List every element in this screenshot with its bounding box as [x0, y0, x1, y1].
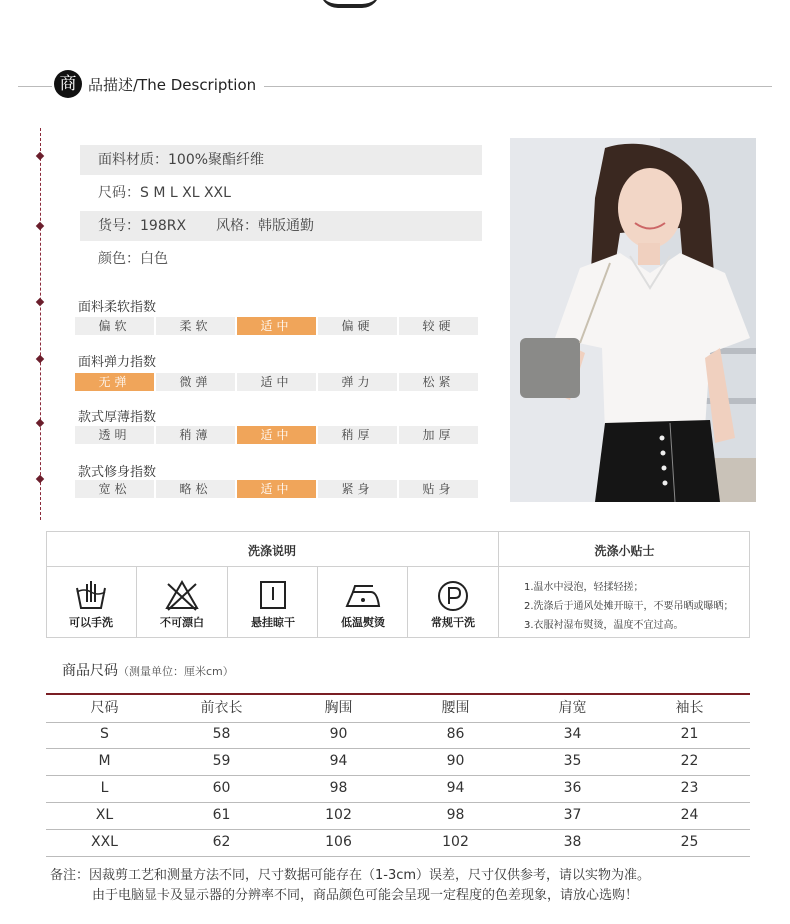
- care-tips-title: 洗涤小贴士: [594, 544, 655, 558]
- table-cell: 24: [680, 807, 699, 823]
- care-item: [318, 566, 408, 638]
- table-cell: 21: [680, 726, 699, 742]
- scale-option: 松紧: [399, 373, 478, 391]
- product-photo: [510, 138, 756, 502]
- timeline-dot: [36, 222, 44, 230]
- table-cell: M: [98, 753, 111, 769]
- style-value: 风格：韩版通勤: [216, 218, 315, 234]
- hand-wash-icon: [73, 578, 109, 614]
- table-cell: 62: [212, 834, 231, 850]
- care-item: [408, 566, 498, 638]
- header-rule-right: [264, 86, 772, 87]
- timeline-dot: [36, 355, 44, 363]
- table-cell: 98: [329, 780, 348, 796]
- scale-option: 适中: [237, 426, 316, 444]
- table-cell: 38: [563, 834, 582, 850]
- table-cell: 90: [329, 726, 348, 742]
- column-header: 腰围: [441, 700, 470, 716]
- care-label: 不可漂白: [160, 616, 204, 629]
- care-divider: [407, 567, 408, 637]
- table-cell: 35: [563, 753, 582, 769]
- table-row: [46, 829, 750, 857]
- care-label: 悬挂晾干: [251, 616, 295, 629]
- header-rule-left: [18, 86, 52, 87]
- care-item: [46, 566, 136, 638]
- table-cell: 102: [442, 834, 469, 850]
- table-cell: 106: [325, 834, 352, 850]
- timeline-dot: [36, 419, 44, 427]
- fit-index-scale: [75, 480, 478, 498]
- table-cell: 60: [212, 780, 231, 796]
- care-tips: [524, 578, 734, 635]
- thickness-index-scale: [75, 426, 478, 444]
- scale-option: 偏硬: [318, 317, 397, 335]
- table-cell: 90: [446, 753, 465, 769]
- table-cell: 102: [325, 807, 352, 823]
- footnote: [50, 866, 650, 906]
- scale-option: 宽松: [75, 480, 154, 498]
- scale-option: 略松: [156, 480, 235, 498]
- table-cell: 59: [212, 753, 231, 769]
- table-cell: 34: [563, 726, 582, 742]
- scale-option: 适中: [237, 317, 316, 335]
- table-header-row: [46, 693, 750, 723]
- table-cell: 61: [212, 807, 231, 823]
- table-cell: 58: [212, 726, 231, 742]
- care-item: [137, 566, 227, 638]
- scale-option: 弹力: [318, 373, 397, 391]
- table-cell: 23: [680, 780, 699, 796]
- timeline-dot: [36, 298, 44, 306]
- table-cell: 22: [680, 753, 699, 769]
- column-header: 肩宽: [558, 700, 587, 716]
- column-header: 尺码: [90, 700, 119, 716]
- table-cell: 25: [680, 834, 699, 850]
- care-label: 常规干洗: [431, 616, 475, 629]
- scale-option: 无弹: [75, 373, 154, 391]
- size-unit: （测量单位：厘米cm）: [118, 665, 234, 678]
- table-cell: 36: [563, 780, 582, 796]
- scale-option: 紧身: [318, 480, 397, 498]
- care-item: [228, 566, 318, 638]
- scale-option: 透明: [75, 426, 154, 444]
- table-cell: S: [100, 726, 109, 742]
- table-cell: 98: [446, 807, 465, 823]
- hang-dry-icon: [255, 578, 291, 614]
- scale-option: 柔软: [156, 317, 235, 335]
- item-number: 货号：198RX: [98, 218, 187, 234]
- header-badge: 商: [54, 70, 82, 98]
- tip-line: 1.温水中浸泡，轻揉轻搓；: [524, 582, 644, 593]
- scale-option: 较硬: [399, 317, 478, 335]
- scale-option: 稍薄: [156, 426, 235, 444]
- care-label: 低温熨烫: [341, 616, 385, 629]
- table-row: [46, 721, 750, 749]
- tip-line: 3.衣服衬湿布熨烫，温度不宜过高。: [524, 620, 684, 631]
- color-row: 颜色：白色: [98, 251, 168, 267]
- care-divider: [317, 567, 318, 637]
- low-iron-icon: [343, 578, 383, 614]
- column-header: 袖长: [675, 700, 704, 716]
- table-row: [46, 802, 750, 830]
- care-divider: [136, 567, 137, 637]
- thickness-index-title: 款式厚薄指数: [78, 410, 157, 425]
- size-title-text: 商品尺码: [62, 663, 118, 679]
- top-decoration: [320, 0, 380, 8]
- tip-line: 2.洗涤后于通风处摊开晾干，不要吊晒或曝晒；: [524, 601, 734, 612]
- care-divider: [227, 567, 228, 637]
- column-header: 前衣长: [200, 700, 243, 716]
- fit-index-title: 款式修身指数: [78, 465, 157, 480]
- dry-clean-icon: [435, 578, 471, 614]
- scale-option: 微弹: [156, 373, 235, 391]
- footnote-line: 备注：因裁剪工艺和测量方法不同，尺寸数据可能存在（1-3cm）误差，尺寸仅供参考，请以实物为准。: [50, 868, 651, 883]
- scale-option: 贴身: [399, 480, 478, 498]
- column-header: 胸围: [324, 700, 353, 716]
- size-table-title: [62, 660, 234, 680]
- table-cell: L: [100, 780, 109, 796]
- scale-option: 加厚: [399, 426, 478, 444]
- item-number-row: [80, 211, 482, 241]
- table-cell: 94: [446, 780, 465, 796]
- section-title: 品描述/The Description: [88, 76, 257, 94]
- softness-index-scale: [75, 317, 478, 335]
- table-cell: XL: [95, 807, 114, 823]
- table-cell: 37: [563, 807, 582, 823]
- table-row: [46, 748, 750, 776]
- scale-option: 适中: [237, 373, 316, 391]
- timeline-dot: [36, 152, 44, 160]
- scale-option: 偏软: [75, 317, 154, 335]
- care-title: 洗涤说明: [247, 544, 296, 558]
- scale-option: 稍厚: [318, 426, 397, 444]
- softness-index-title: 面料柔软指数: [78, 300, 157, 315]
- scale-option: 适中: [237, 480, 316, 498]
- timeline-dot: [36, 475, 44, 483]
- no-bleach-icon: [164, 578, 200, 614]
- elasticity-index-title: 面料弹力指数: [78, 355, 157, 370]
- timeline-line: [40, 128, 41, 520]
- table-cell: XXL: [91, 834, 118, 850]
- table-row: [46, 775, 750, 803]
- table-cell: 86: [446, 726, 465, 742]
- footnote-line: 由于电脑显卡及显示器的分辨率不同，商品颜色可能会呈现一定程度的色差现象，请放心选购！: [92, 888, 639, 903]
- elasticity-index-scale: [75, 373, 478, 391]
- material-row: 面料材质：100%聚酯纤维: [80, 145, 482, 175]
- size-row: 尺码：S M L XL XXL: [98, 185, 231, 201]
- care-label: 可以手洗: [69, 616, 113, 629]
- table-cell: 94: [329, 753, 348, 769]
